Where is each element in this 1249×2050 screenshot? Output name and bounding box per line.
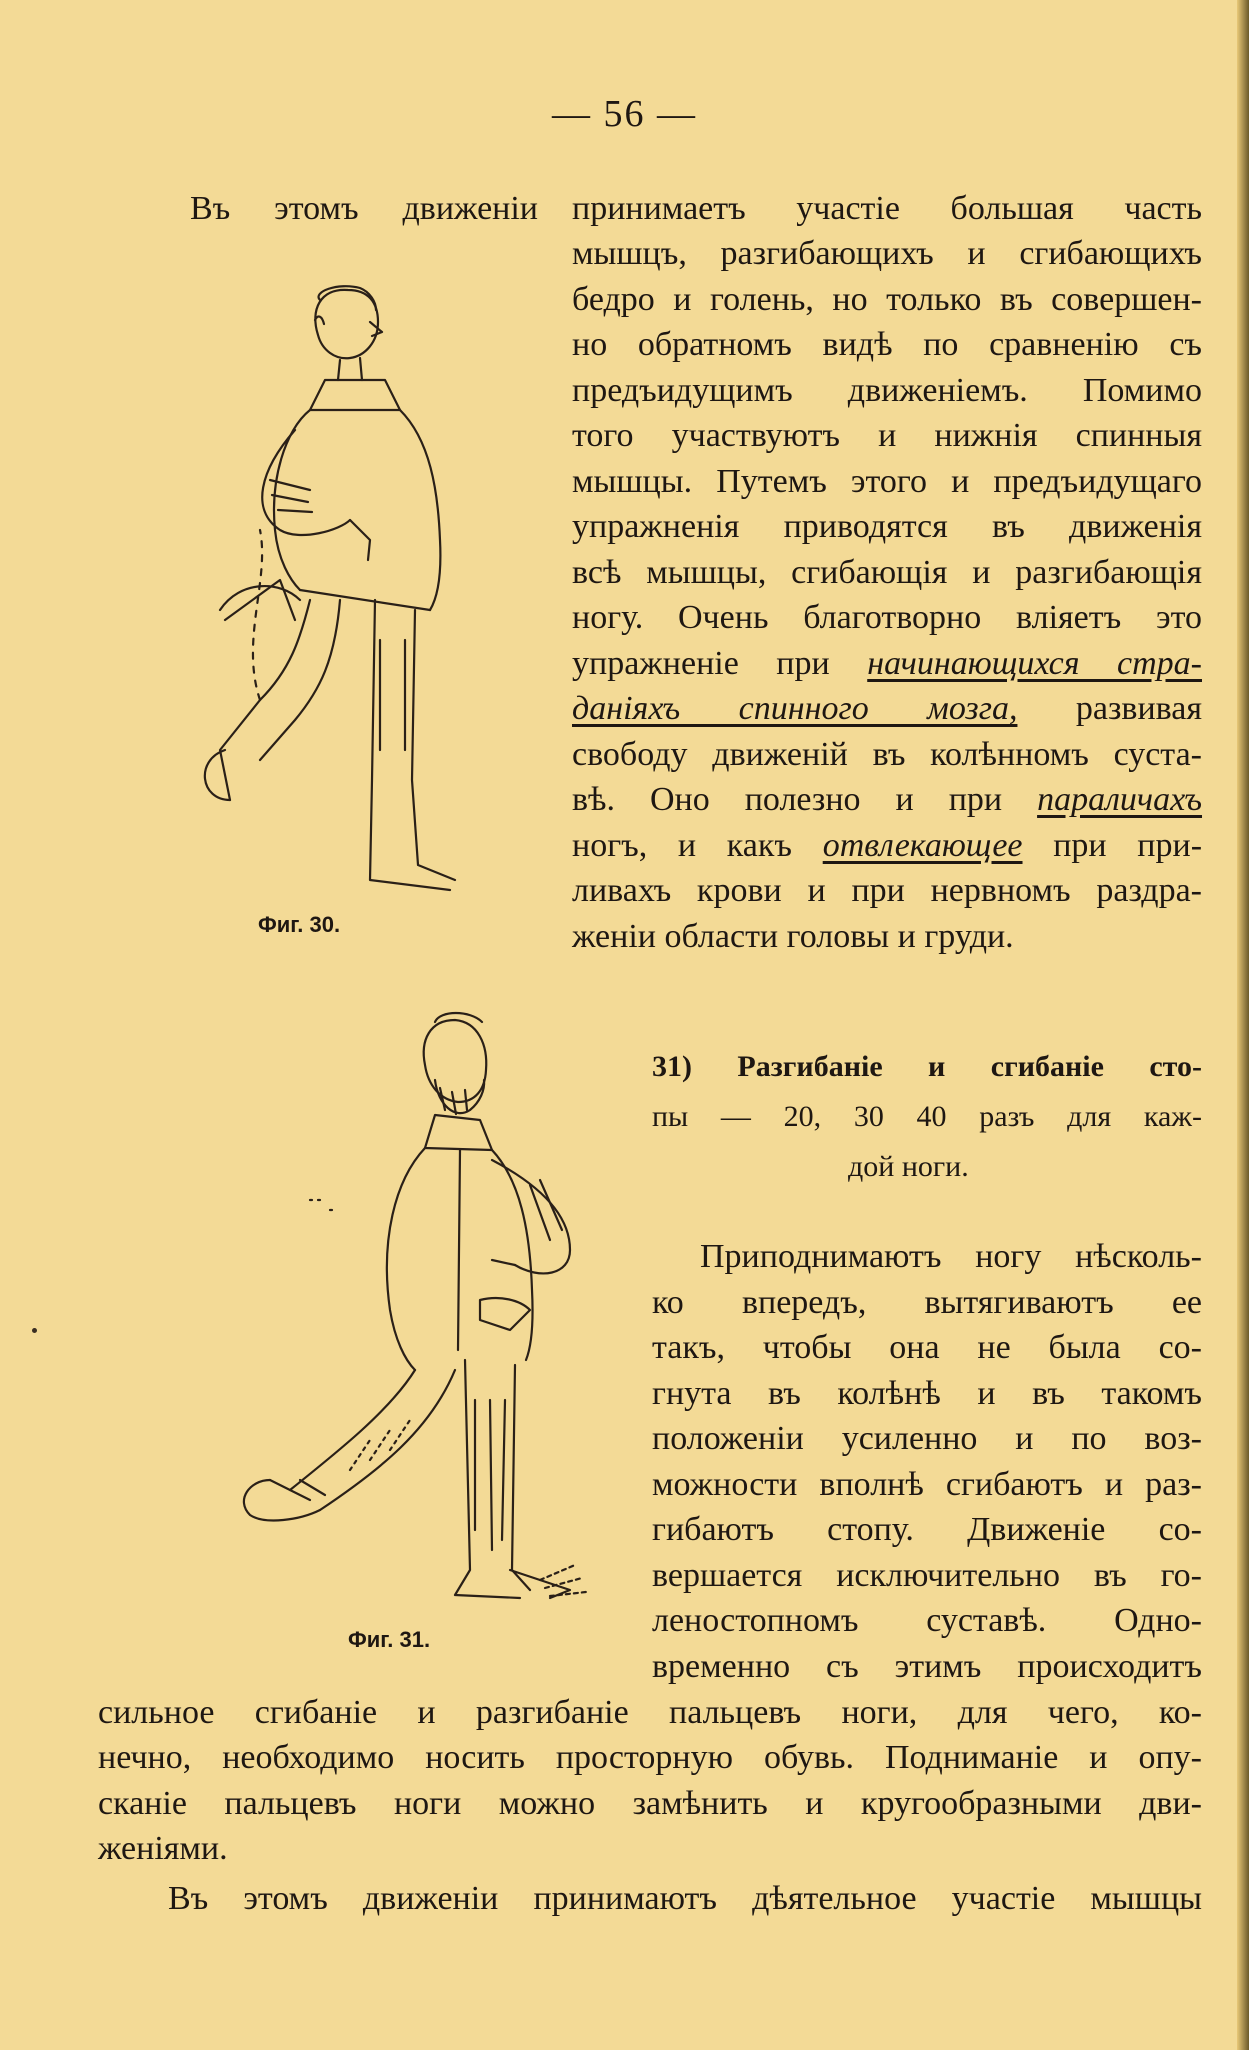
- page-speck: [32, 1328, 37, 1333]
- paragraph1-line-10: ногу. Очень благотворно вліяетъ это: [572, 599, 1202, 636]
- line15-italic: отвлекающее: [822, 827, 1023, 864]
- page-edge: [1237, 0, 1249, 2050]
- paragraph1-line-12: [572, 686, 1202, 731]
- paragraph1-line-16: ливахъ крови и при нервномъ раздра-: [572, 872, 1202, 909]
- figure-31-caption: Фиг. 31.: [348, 1627, 431, 1652]
- paragraph1-line-5: предъидущимъ движеніемъ. Помимо: [572, 372, 1202, 409]
- paragraph1-line-14: [572, 777, 1202, 822]
- paragraph1-line-13: свободу движеній въ колѣнномъ суста-: [572, 736, 1202, 773]
- line12-italic: даніяхъ спинного мозга,: [572, 690, 1018, 727]
- section31-heading-line-3: дой ноги.: [848, 1150, 969, 1183]
- section31-line-3: такъ, чтобы она не была со-: [652, 1329, 1202, 1366]
- line14-plain: вѣ. Оно полезно и при: [572, 781, 1003, 818]
- paragraph1-line-11: [572, 641, 1202, 686]
- paragraph1-line-9: всѣ мышцы, сгибающія и разгибающія: [572, 554, 1202, 591]
- section31-full-line-2: нечно, необходимо носить просторную обувь. Подниманіе и опу-: [98, 1739, 1202, 1776]
- figure-30-illustration: [200, 280, 530, 900]
- paragraph1-line-15: [572, 823, 1202, 868]
- line11-italic: начинающихся стра-: [867, 645, 1202, 682]
- section31-line-2: ко впередъ, вытягиваютъ ее: [652, 1284, 1202, 1321]
- line14-italic: параличахъ: [1037, 781, 1203, 818]
- section31-heading-line-1: 31) Разгибаніе и сгибаніе сто-: [652, 1050, 1202, 1083]
- section31-line-5: положеніи усиленно и по воз-: [652, 1420, 1202, 1457]
- figure-30-caption: Фиг. 30.: [258, 912, 341, 937]
- section31-last-line: Въ этомъ движеніи принимаютъ дѣятельное участіе мышцы: [168, 1880, 1202, 1917]
- section31-line-1: Приподнимаютъ ногу нѣсколь-: [700, 1238, 1202, 1275]
- paragraph1-line-7: мышцы. Путемъ этого и предъидущаго: [572, 463, 1202, 500]
- paragraph1-line-3: бедро и голень, но только въ совершен-: [572, 281, 1202, 318]
- section31-line-7: гибаютъ стопу. Движеніе со-: [652, 1511, 1202, 1548]
- section31-full-line-4: женіями.: [98, 1830, 228, 1867]
- section31-line-9: леностопномъ суставѣ. Одно-: [652, 1602, 1202, 1639]
- section31-line-8: вершается исключительно въ го-: [652, 1557, 1202, 1594]
- paragraph1-line-2: мышцъ, разгибающихъ и сгибающихъ: [572, 235, 1202, 272]
- paragraph1-line-6: того участвуютъ и нижнія спинныя: [572, 417, 1202, 454]
- section31-heading-line-2: пы — 20, 30 40 разъ для каж-: [652, 1100, 1202, 1133]
- line15-plain-b: при при-: [1053, 827, 1203, 864]
- section31-full-line-1: сильное сгибаніе и разгибаніе пальцевъ ноги, для чего, ко-: [98, 1694, 1202, 1731]
- section31-full-line-3: сканіе пальцевъ ноги можно замѣнить и кругообразными дви-: [98, 1785, 1202, 1822]
- paragraph1-line-1: принимаетъ участіе большая часть: [572, 190, 1202, 227]
- paragraph1-line-17: женіи области головы и груди.: [572, 918, 1014, 955]
- line12-plain: развивая: [1075, 690, 1202, 727]
- line11-plain: упражненіе при: [572, 645, 830, 682]
- paragraph1-lead: Въ этомъ движеніи: [190, 190, 538, 227]
- page-number: — 56 —: [552, 93, 697, 135]
- section31-line-6: можности вполнѣ сгибаютъ и раз-: [652, 1466, 1202, 1503]
- paragraph1-line-4: но обратномъ видѣ по сравненію съ: [572, 326, 1202, 363]
- line15-plain-a: ногъ, и какъ: [572, 827, 792, 864]
- section31-line-4: гнута въ колѣнѣ и въ такомъ: [652, 1375, 1202, 1412]
- figure-31-illustration: [230, 1010, 600, 1630]
- paragraph1-line-8: упражненія приводятся въ движенія: [572, 508, 1202, 545]
- section31-line-10: временно съ этимъ происходитъ: [652, 1648, 1202, 1685]
